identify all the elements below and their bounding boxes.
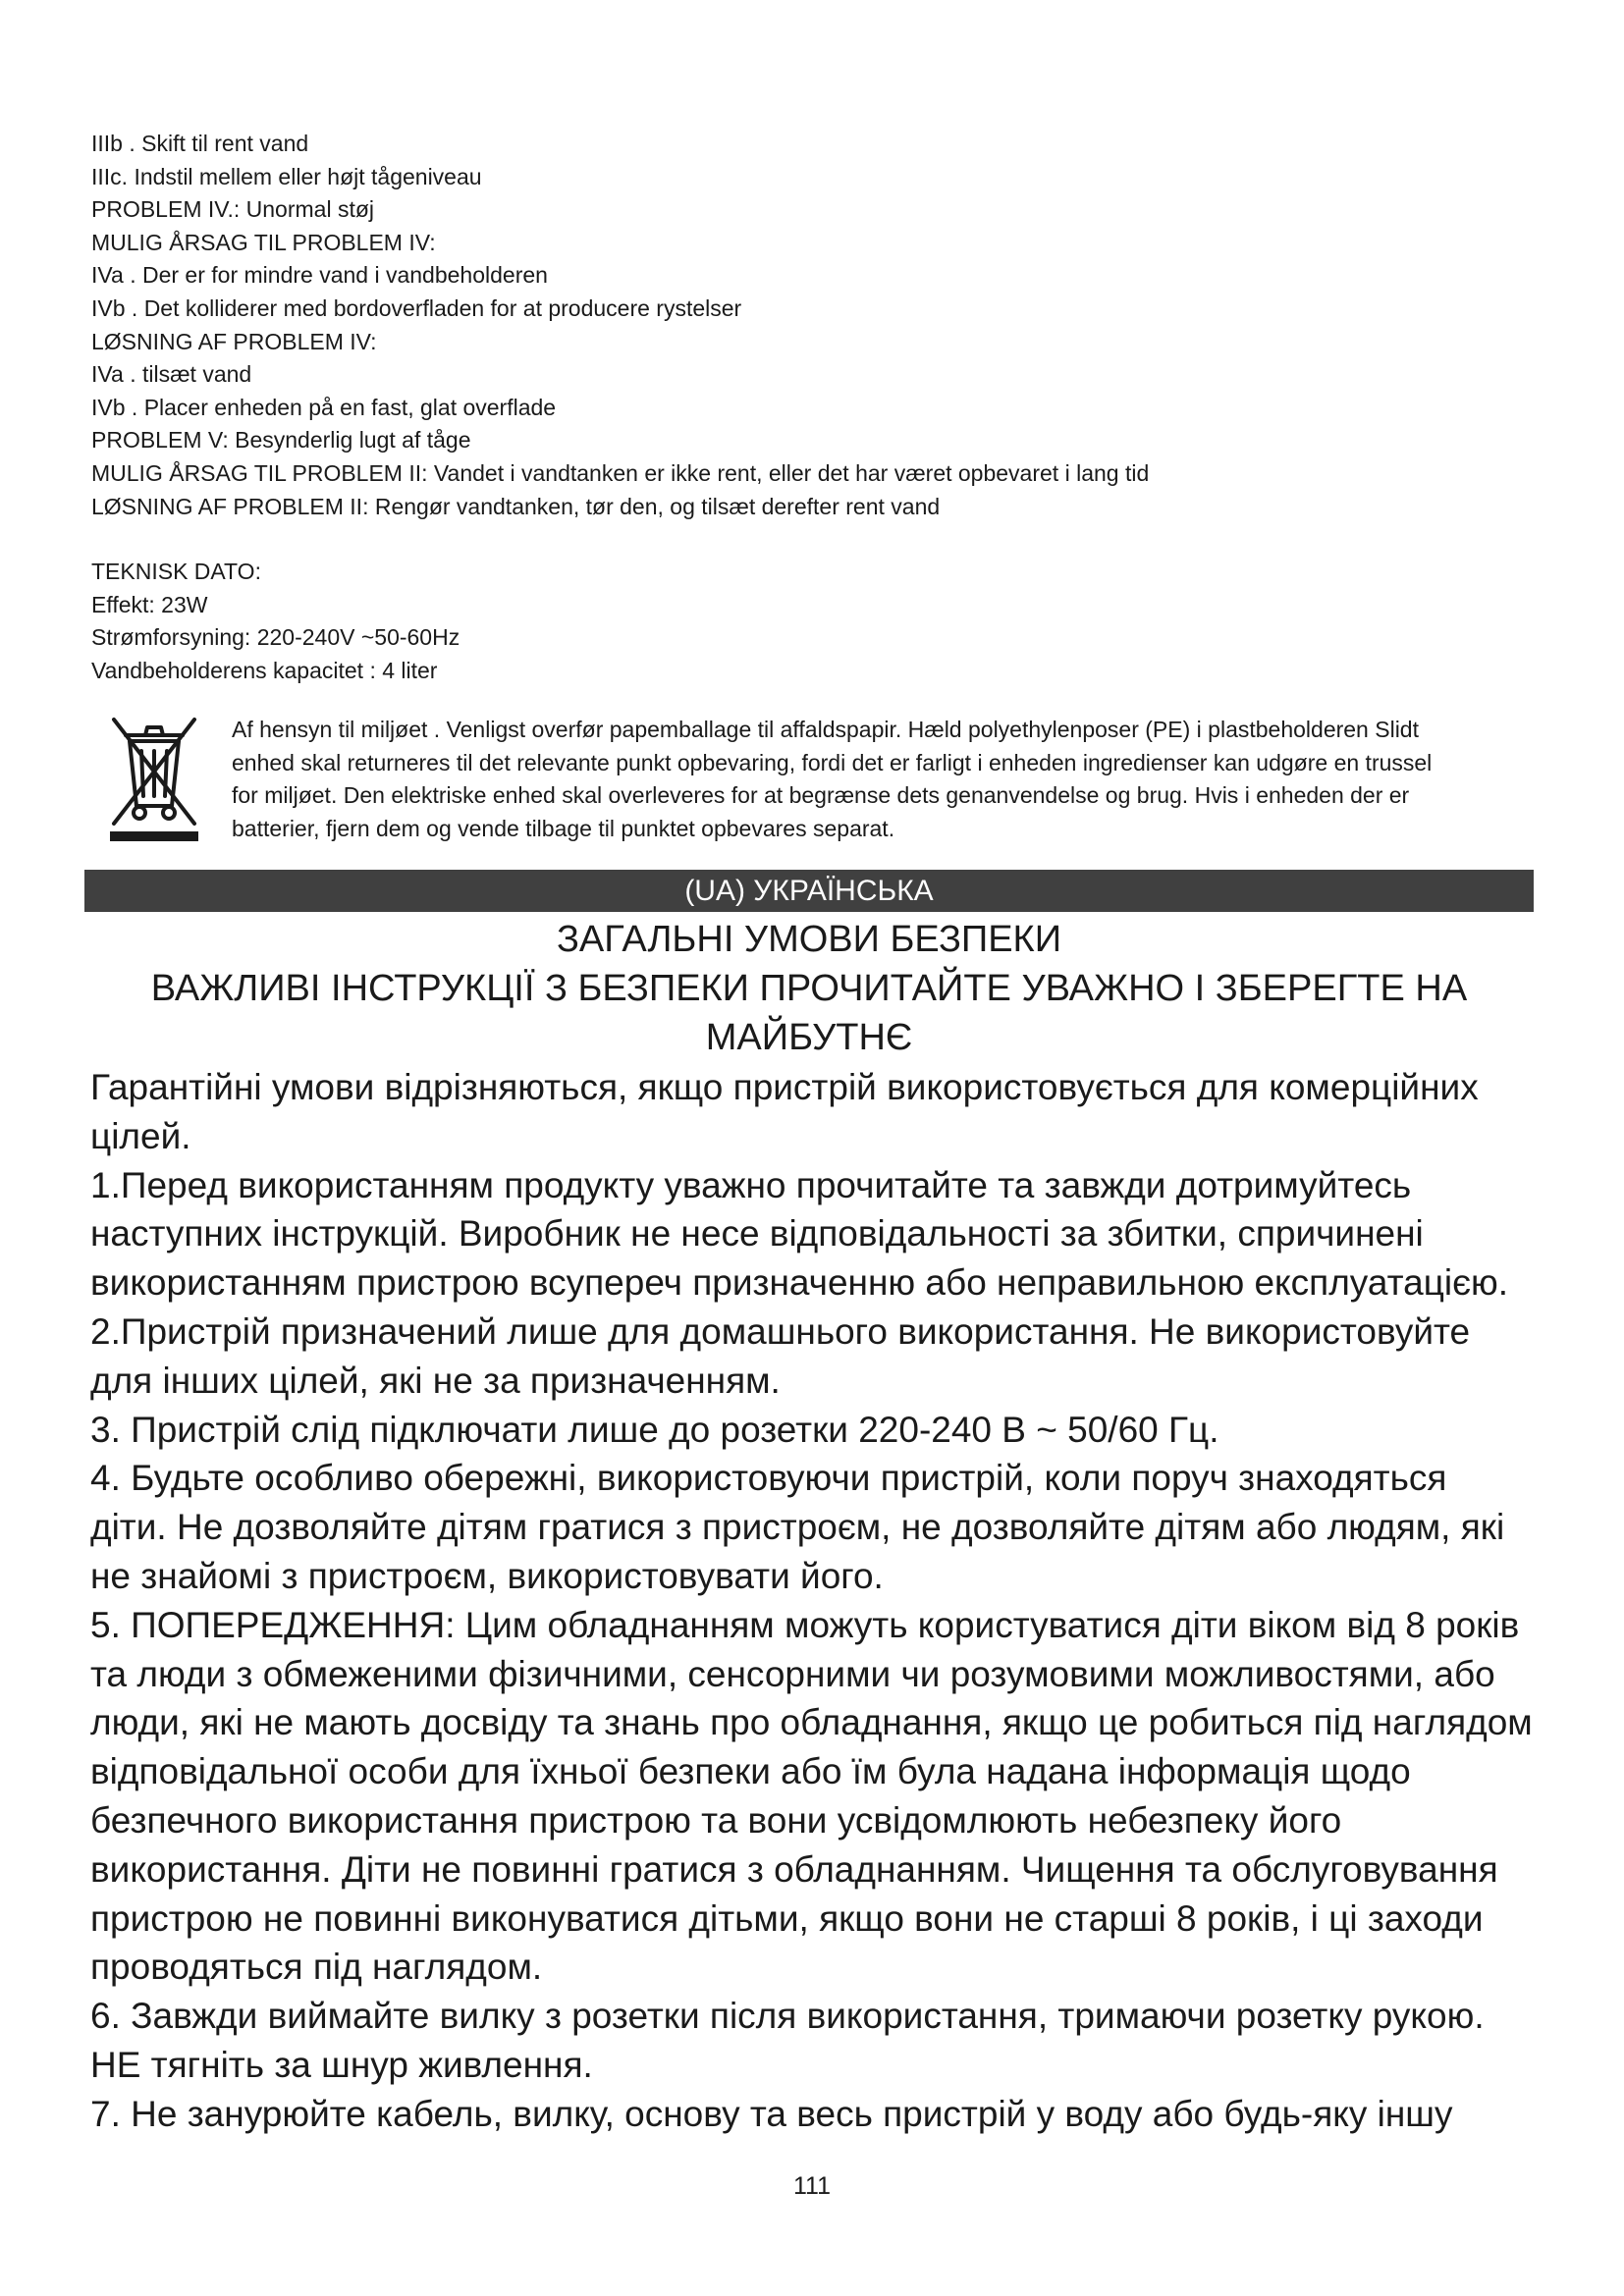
- text-line: проводяться під наглядом.: [90, 1947, 543, 1988]
- text-line: IIIb . Skift til rent vand: [91, 131, 309, 156]
- text-line: 1.Перед використанням продукту уважно прочитайте та завжди дотримуйтесь: [90, 1164, 1412, 1205]
- text-line: використанням пристрою всупереч призначенню або неправильною експлуатацією.: [90, 1262, 1509, 1304]
- text-line: MULIG ÅRSAG TIL PROBLEM IV:: [91, 229, 436, 255]
- text-line: PROBLEM IV.: Unormal støj: [91, 196, 375, 223]
- technical-data-section: [91, 556, 1544, 687]
- text-line: не знайомі з пристроєм, використовувати його.: [90, 1555, 884, 1596]
- crossed-out-wheelie-bin-icon: [106, 714, 202, 843]
- technical-data-heading: TEKNISK DATO:: [91, 559, 261, 584]
- text-line: безпечного використання пристрою та вони усвідомлюють небезпеку його: [90, 1799, 1342, 1841]
- safety-title: ЗАГАЛЬНІ УМОВИ БЕЗПЕКИ: [556, 919, 1062, 960]
- subtitle-line: ВАЖЛИВІ ІНСТРУКЦІЇ З БЕЗПЕКИ ПРОЧИТАЙТЕ УВАЖНО І ЗБЕРЕГТЕ НА: [150, 968, 1468, 1009]
- text-line: IVb . Placer enheden på en fast, glat overflade: [91, 394, 557, 420]
- technical-data-line: Effekt: 23W: [91, 591, 208, 617]
- technical-data-line: Strømforsyning: 220-240V ~50-60Hz: [91, 624, 460, 651]
- text-line: Гарантійні умови відрізняються, якщо пристрій використовується для комерційних: [90, 1067, 1479, 1107]
- subtitle-line: МАЙБУТНЄ: [705, 1017, 913, 1058]
- ukrainian-safety-instructions: [90, 1063, 1543, 2139]
- text-line: IVa . tilsæt vand: [91, 361, 252, 388]
- text-line: діти. Не дозволяйте дітям гратися з пристроєм, не дозволяйте дітям або людям, які: [90, 1507, 1505, 1548]
- text-line: 4. Будьте особливо обережні, використовуючи пристрій, коли поруч знаходяться: [90, 1458, 1447, 1499]
- text-line: IVb . Det kolliderer med bordoverfladen for at producere rystelser: [91, 294, 742, 321]
- text-line: LØSNING AF PROBLEM IV:: [91, 328, 377, 354]
- page-number: 111: [792, 2172, 831, 2200]
- text-line: 6. Завжди виймайте вилку з розетки після використання, тримаючи розетку рукою.: [90, 1996, 1485, 2037]
- text-line: цілей.: [90, 1115, 191, 1156]
- text-line: LØSNING AF PROBLEM II: Rengør vandtanken, tør den, og tilsæt derefter rent vand: [91, 493, 941, 519]
- environment-notice: [232, 714, 1538, 845]
- text-line: використання. Діти не повинні гратися з обладнанням. Чищення та обслуговування: [90, 1848, 1498, 1890]
- text-line: Af hensyn til miljøet . Venligst overfør papemballage til affaldspapir. Hæld polyethylenposer (PE) i plastbeholderen Slidt: [232, 717, 1419, 742]
- text-line: PROBLEM V: Besynderlig lugt af tåge: [91, 427, 471, 454]
- text-line: IIIc. Indstil mellem eller højt tågeniveau: [91, 163, 482, 189]
- safety-subtitle: [84, 964, 1534, 1062]
- text-line: enhed skal returneres til det relevante punkt opbevaring, fordi det er farligt i enheden ingredienser kan udgøre en trussel: [232, 749, 1433, 775]
- text-line: 2.Пристрій призначений лише для домашнього використання. Не використовуйте: [90, 1310, 1471, 1352]
- text-line: for miljøet. Den elektriske enhed skal overleveres for at begrænse dets genanvendelse og brug. Hvis i enheden der er: [232, 782, 1410, 809]
- language-section-header: (UA) УКРАЇНСЬКА: [84, 870, 1534, 912]
- text-line: для інших цілей, які не за призначенням.: [90, 1360, 781, 1401]
- text-line: 3. Пристрій слід підключати лише до розетки 220-240 В ~ 50/60 Гц.: [90, 1409, 1219, 1450]
- text-line: відповідальної особи для їхньої безпеки або їм була надана інформація щодо: [90, 1751, 1411, 1792]
- text-line: та люди з обмеженими фізичними, сенсорними чи розумовими можливостями, або: [90, 1653, 1495, 1694]
- text-line: batterier, fjern dem og vende tilbage til punktet opbevares separat.: [232, 815, 895, 841]
- text-line: MULIG ÅRSAG TIL PROBLEM II: Vandet i vandtanken er ikke rent, eller det har været opbevaret i lang tid: [91, 459, 1150, 486]
- text-line: IVa . Der er for mindre vand i vandbeholderen: [91, 262, 548, 289]
- text-line: люди, які не мають досвіду та знань про обладнання, якщо це робиться під наглядом: [90, 1702, 1533, 1743]
- technical-data-line: Vandbeholderens kapacitet : 4 liter: [91, 657, 438, 683]
- text-line: наступних інструкцій. Виробник не несе відповідальності за збитки, спричинені: [90, 1213, 1424, 1255]
- text-line: НЕ тягніть за шнур живлення.: [90, 2044, 593, 2085]
- danish-troubleshooting-section: [91, 128, 1544, 523]
- text-line: 5. ПОПЕРЕДЖЕННЯ: Цим обладнанням можуть користуватися діти віком від 8 років: [90, 1604, 1520, 1645]
- text-line: 7. Не занурюйте кабель, вилку, основу та весь пристрій у воду або будь-яку іншу: [90, 2093, 1453, 2134]
- text-line: пристрою не повинні виконуватися дітьми, якщо вони не старші 8 років, і ці заходи: [90, 1897, 1484, 1939]
